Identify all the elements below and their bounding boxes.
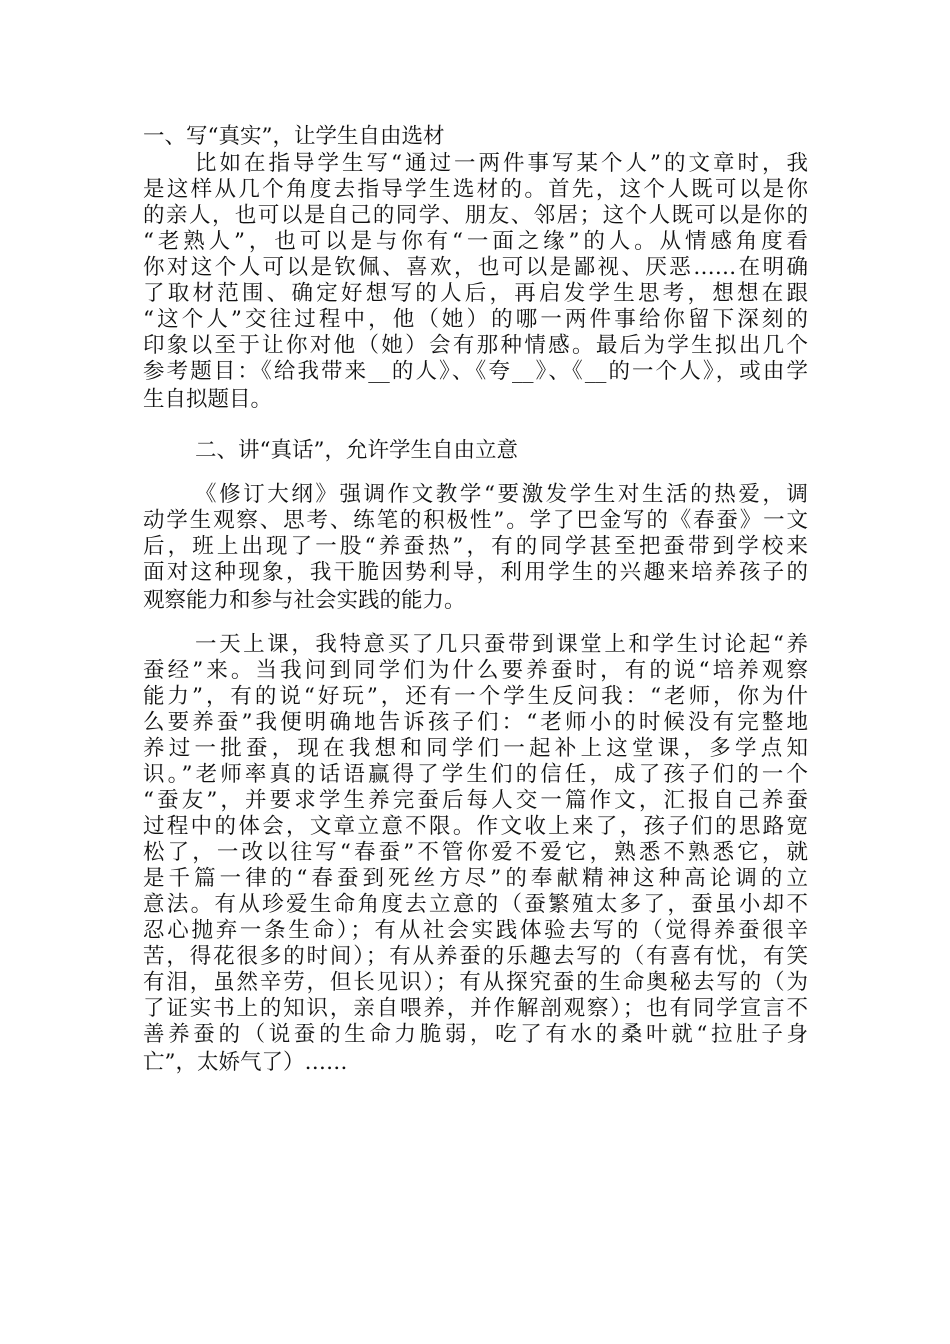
- paragraph-line: 识。”老师率真的话语赢得了学生们的信任，成了孩子们的一个: [143, 762, 808, 787]
- paragraph-line: “蚕友”，并要求学生养完蚕后每人交一篇作文，汇报自己养蚕: [143, 788, 808, 813]
- paragraph-line: “这个人”交往过程中，他（她）的哪一两件事给你留下深刻的: [143, 307, 808, 332]
- section1-heading: 一、写“真实”，让学生自由选材: [143, 124, 445, 149]
- paragraph-line: “老熟人”，也可以是与你有“一面之缘”的人。从情感角度看: [143, 229, 808, 254]
- paragraph-line: 有泪，虽然辛劳，但长见识）；有从探究蚕的生命奥秘去写的（为: [143, 970, 808, 995]
- paragraph-line: 一天上课，我特意买了几只蚕带到课堂上和学生讨论起“养: [195, 632, 808, 657]
- paragraph-line: 面对这种现象，我干脆因势利导，利用学生的兴趣来培养孩子的: [143, 560, 808, 585]
- paragraph-line: 过程中的体会，文章立意不限。作文收上来了，孩子们的思路宽: [143, 814, 808, 839]
- paragraph-line: 生自拟题目。: [143, 387, 273, 412]
- paragraph-line: 你对这个人可以是钦佩、喜欢，也可以是鄙视、厌恶……在明确: [143, 255, 808, 280]
- paragraph-line: 善养蚕的（说蚕的生命力脆弱，吃了有水的桑叶就“拉肚子身: [143, 1022, 808, 1047]
- paragraph-line: 是千篇一律的“春蚕到死丝方尽”的奉献精神这种高论调的立: [143, 866, 808, 891]
- paragraph-line: 参考题目：《给我带来__的人》、《夸__》、《__的一个人》，或由学: [143, 359, 808, 384]
- paragraph-line: 的亲人，也可以是自己的同学、朋友、邻居；这个人既可以是你的: [143, 203, 808, 228]
- paragraph-line: 动学生观察、思考、练笔的积极性”。学了巴金写的《春蚕》一文: [143, 508, 808, 533]
- paragraph-line: 后，班上出现了一股“养蚕热”，有的同学甚至把蚕带到学校来: [143, 534, 808, 559]
- paragraph-line: 意法。有从珍爱生命角度去立意的（蚕繁殖太多了，蚕虽小却不: [143, 892, 808, 917]
- paragraph-line: 苦，得花很多的时间）；有从养蚕的乐趣去写的（有喜有忧，有笑: [143, 944, 808, 969]
- paragraph-line: 印象以至于让你对他（她）会有那种情感。最后为学生拟出几个: [143, 333, 808, 358]
- paragraph-line: 亡”，太娇气了）……: [143, 1050, 348, 1075]
- paragraph-line: 了取材范围、确定好想写的人后，再启发学生思考，想想在跟: [143, 281, 808, 306]
- paragraph-line: 养过一批蚕，现在我想和同学们一起补上这堂课，多学点知: [143, 736, 808, 761]
- paragraph-line: 观察能力和参与社会实践的能力。: [143, 588, 466, 613]
- paragraph-line: 《修订大纲》强调作文教学“要激发学生对生活的热爱，调: [195, 482, 808, 507]
- paragraph-line: 是这样从几个角度去指导学生选材的。首先，这个人既可以是你: [143, 177, 808, 202]
- paragraph-line: 了证实书上的知识，亲自喂养，并作解剖观察）；也有同学宣言不: [143, 996, 808, 1021]
- paragraph-line: 能力”，有的说“好玩”，还有一个学生反问我：“老师，你为什: [143, 684, 808, 709]
- section2-heading: 二、讲“真话”，允许学生自由立意: [195, 438, 518, 463]
- paragraph-line: 么要养蚕”我便明确地告诉孩子们：“老师小的时候没有完整地: [143, 710, 808, 735]
- paragraph-line: 比如在指导学生写“通过一两件事写某个人”的文章时，我: [195, 151, 808, 176]
- paragraph-line: 蚕经”来。当我问到同学们为什么要养蚕时，有的说“培养观察: [143, 658, 808, 683]
- paragraph-line: 忍心抛弃一条生命）；有从社会实践体验去写的（觉得养蚕很辛: [143, 918, 808, 943]
- paragraph-line: 松了，一改以往写“春蚕”不管你爱不爱它，熟悉不熟悉它，就: [143, 840, 808, 865]
